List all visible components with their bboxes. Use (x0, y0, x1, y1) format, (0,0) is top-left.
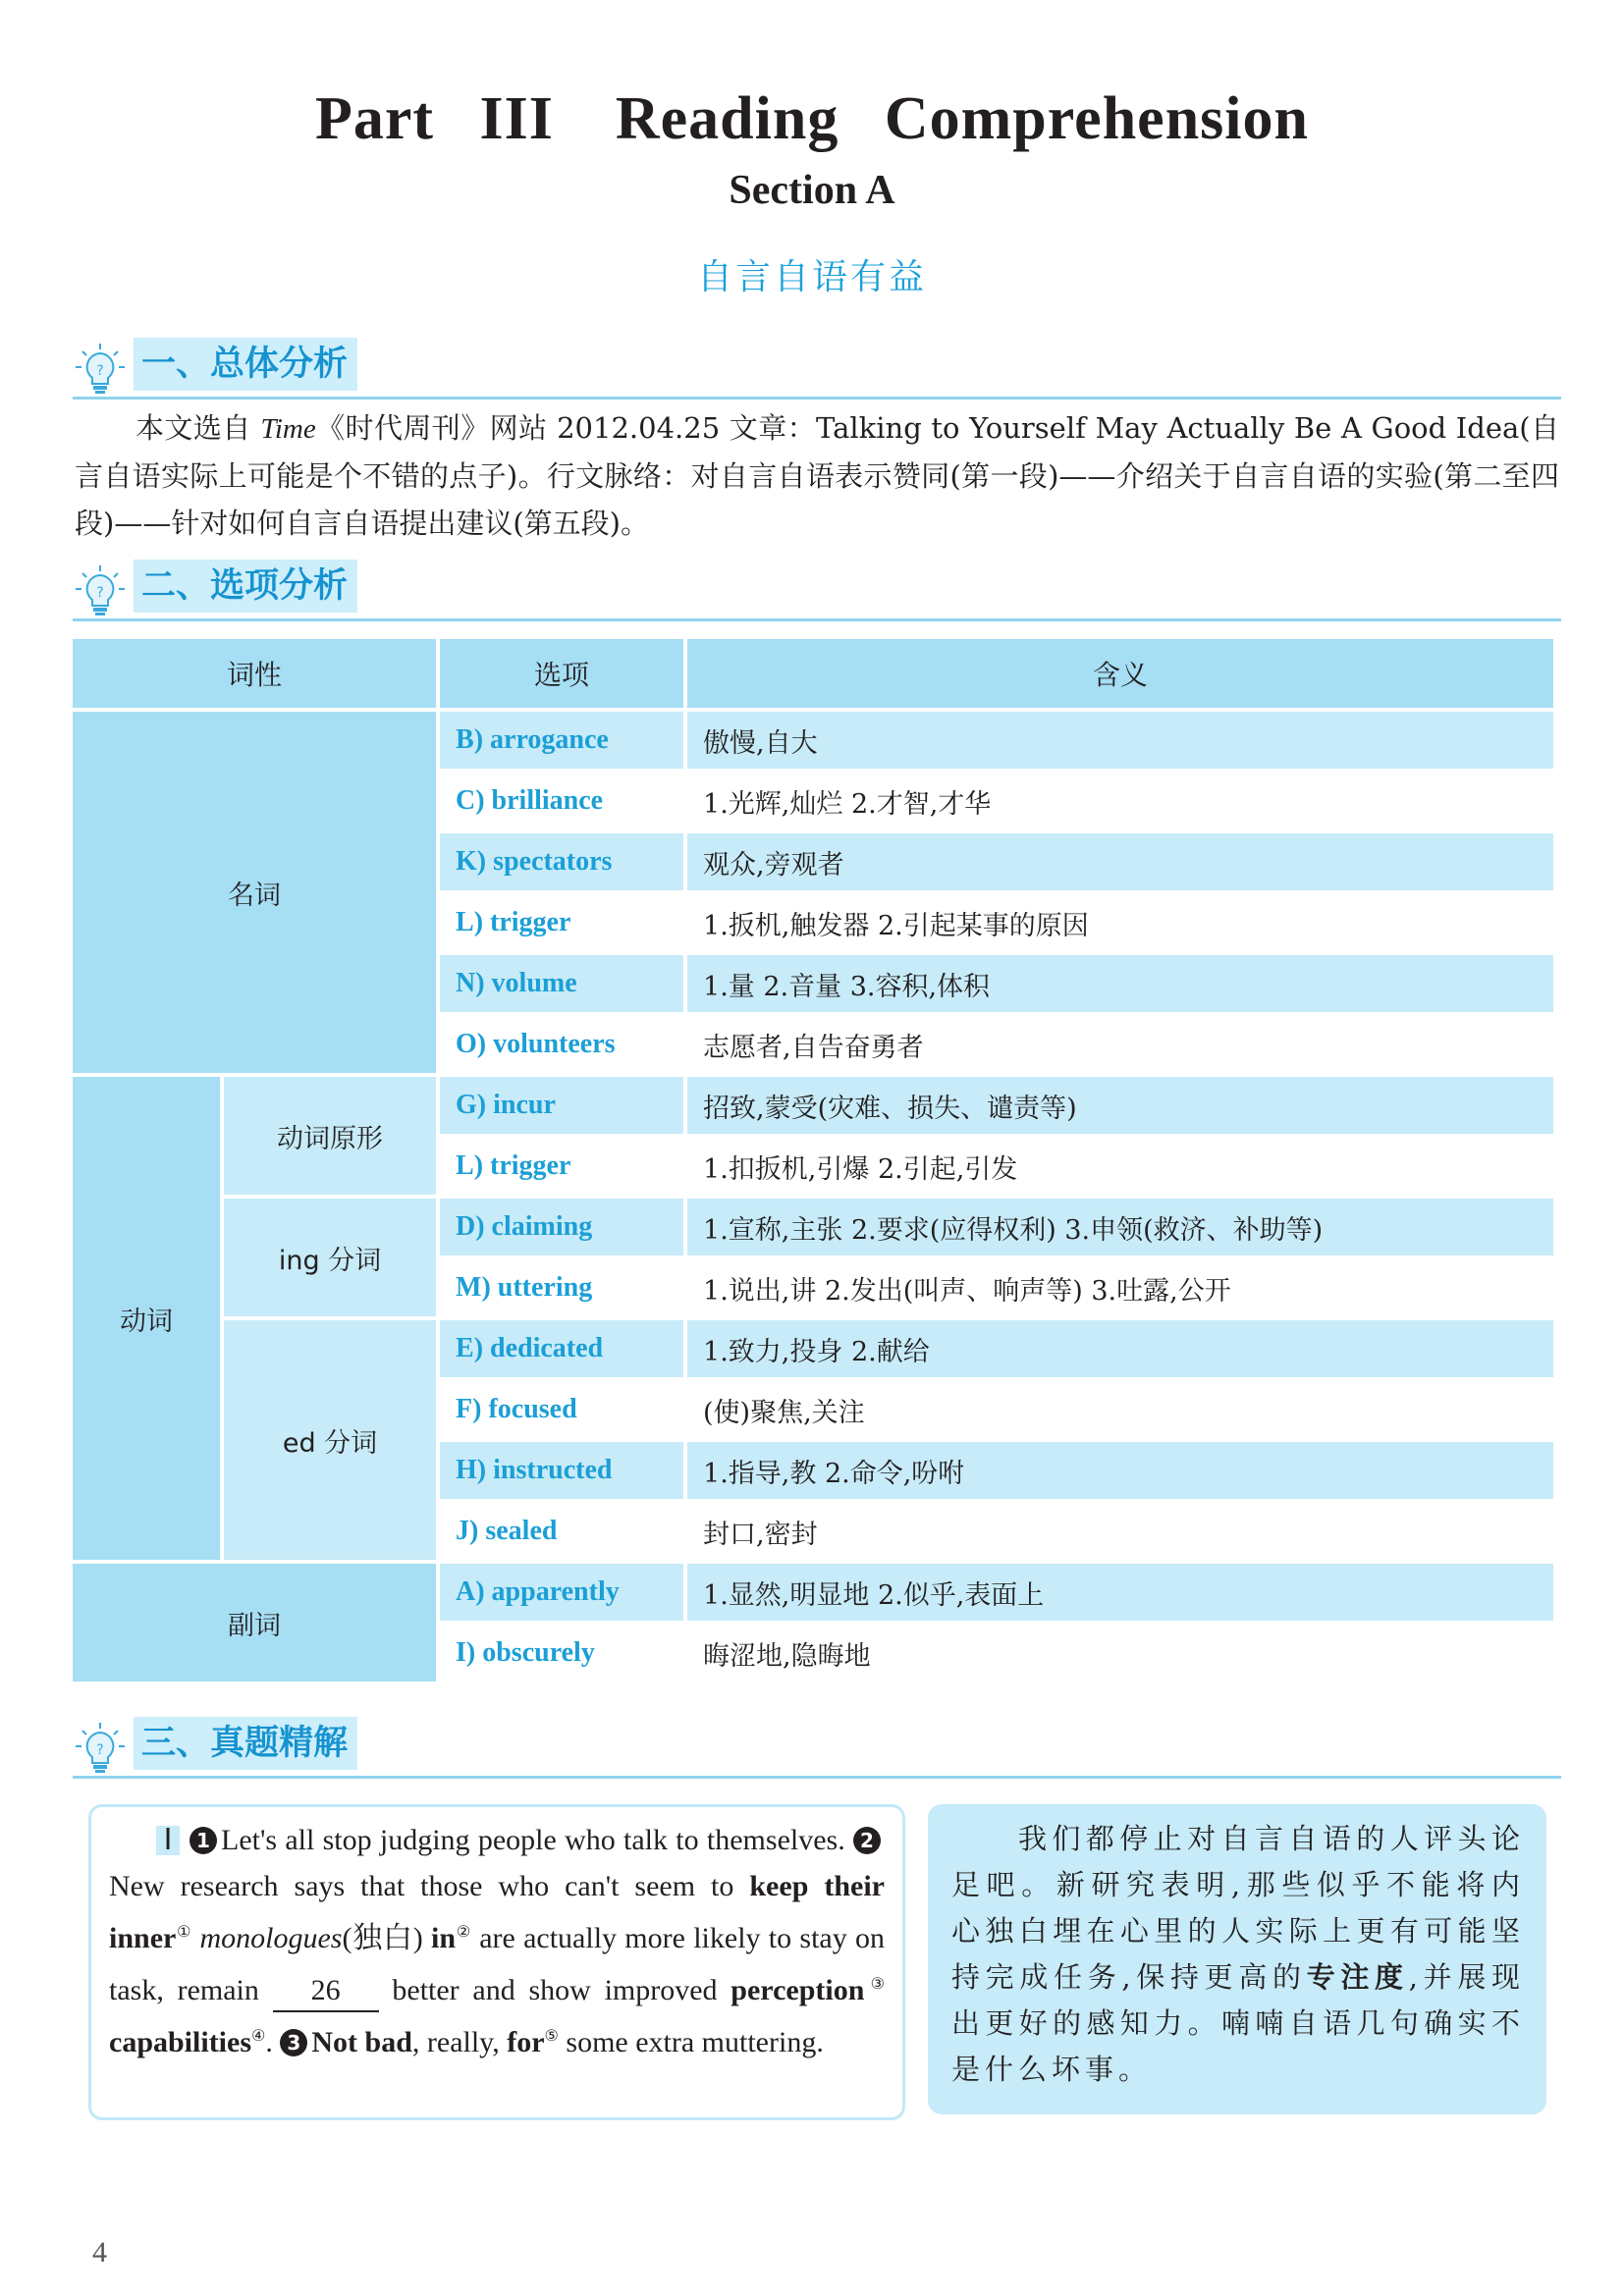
option-item: D) claiming (440, 1199, 683, 1255)
option-meaning: 1.指导,教 2.命令,吩咐 (687, 1442, 1553, 1499)
section-header-overview (73, 334, 1561, 400)
option-meaning: 1.说出,讲 2.发出(叫声、响声等) 3.吐露,公开 (687, 1259, 1553, 1316)
sentence-number: 3 (280, 2029, 307, 2056)
pos-subcell: 动词原形 (224, 1077, 436, 1195)
option-meaning: 1.光辉,灿烂 2.才智,才华 (687, 773, 1553, 829)
option-meaning: 志愿者,自告奋勇者 (687, 1016, 1553, 1073)
column-header: 含义 (687, 639, 1553, 708)
option-item: A) apparently (440, 1564, 683, 1621)
option-item: E) dedicated (440, 1320, 683, 1377)
paragraph-marker: Ⅰ (156, 1826, 180, 1855)
journal-name: Time (260, 413, 316, 445)
section-title: 一、总体分析 (134, 338, 357, 391)
sentence-number: 1 (189, 1827, 217, 1854)
passage-text: Ⅰ 1 Let's all stop judging people who talk to themselves. 2New research says that those who can't seem to keep their inner① monologues(独白) in② are actually more likely to stay on task, remain 26 better and show improved perception③ capabilities④. 3 Not bad, really, for⑤ some extra muttering. (109, 1824, 885, 2058)
option-item: B) arrogance (440, 712, 683, 769)
option-meaning: 1.致力,投身 2.献给 (687, 1320, 1553, 1377)
page-number: 4 (92, 2236, 107, 2269)
option-meaning: 1.扣扳机,引爆 2.引起,引发 (687, 1138, 1553, 1195)
option-meaning: 招致,蒙受(灾难、损失、谴责等) (687, 1077, 1553, 1134)
article-title: 自言自语有益 (696, 257, 927, 297)
option-item: C) brilliance (440, 773, 683, 829)
passage-box (88, 1804, 905, 2120)
option-meaning: 1.宣称,主张 2.要求(应得权利) 3.申领(救济、补助等) (687, 1199, 1553, 1255)
answer-blank: 26 (273, 1971, 379, 2012)
option-meaning: 傲慢,自大 (687, 712, 1553, 769)
options-table (69, 635, 1557, 1685)
option-item: L) trigger (440, 894, 683, 951)
option-meaning: (使)聚焦,关注 (687, 1381, 1553, 1438)
option-meaning: 1.量 2.音量 3.容积,体积 (687, 955, 1553, 1012)
pos-cell: 动词 (73, 1077, 220, 1560)
pos-cell: 副词 (73, 1564, 436, 1682)
section-header-options (73, 556, 1561, 621)
lightbulb-icon (73, 342, 128, 397)
option-item: O) volunteers (440, 1016, 683, 1073)
svg-text:?: ? (96, 1742, 104, 1758)
option-item: K) spectators (440, 833, 683, 890)
page-title: Part III Reading Comprehension (314, 85, 1310, 152)
lightbulb-icon (73, 563, 128, 618)
translation-text: 我们都停止对自言自语的人评头论足吧。新研究表明,那些似乎不能将内心独白埋在心里的人实际上更有可能坚持完成任务,保持更高的专注度,并展现出更好的感知力。喃喃自语几句确实不是什么坏事。 (951, 1822, 1526, 2086)
translation-box (928, 1804, 1546, 2114)
option-item: I) obscurely (440, 1625, 683, 1682)
section-subtitle: Section A (729, 168, 895, 213)
option-meaning: 封口,密封 (687, 1503, 1553, 1560)
option-item: J) sealed (440, 1503, 683, 1560)
pos-subcell: ed 分词 (224, 1320, 436, 1560)
sentence-number: 2 (853, 1827, 881, 1854)
svg-text:?: ? (96, 585, 104, 601)
section-header-explanation (73, 1713, 1561, 1779)
option-item: L) trigger (440, 1138, 683, 1195)
pos-subcell: ing 分词 (224, 1199, 436, 1316)
option-meaning: 晦涩地,隐晦地 (687, 1625, 1553, 1682)
section-title: 三、真题精解 (134, 1717, 357, 1770)
option-meaning: 1.显然,明显地 2.似乎,表面上 (687, 1564, 1553, 1621)
overview-paragraph: 本文选自 Time《时代周刊》网站 2012.04.25 文章：Talking to Yourself May Actually Be A Good Idea(自言自语实际上可能是个不错的点子)。行文脉络：对自言自语表示赞同(第一段)——介绍关于自言自语的实验(第二至四段)——针对如何自言自语提出建议(第五段)。 (75, 411, 1560, 540)
column-header: 词性 (73, 639, 436, 708)
pos-cell: 名词 (73, 712, 436, 1073)
lightbulb-icon (73, 1721, 128, 1776)
svg-text:?: ? (96, 363, 104, 379)
option-item: N) volume (440, 955, 683, 1012)
section-title: 二、选项分析 (134, 560, 357, 613)
option-item: M) uttering (440, 1259, 683, 1316)
column-header: 选项 (440, 639, 683, 708)
option-meaning: 观众,旁观者 (687, 833, 1553, 890)
option-item: F) focused (440, 1381, 683, 1438)
option-item: H) instructed (440, 1442, 683, 1499)
option-item: G) incur (440, 1077, 683, 1134)
option-meaning: 1.扳机,触发器 2.引起某事的原因 (687, 894, 1553, 951)
